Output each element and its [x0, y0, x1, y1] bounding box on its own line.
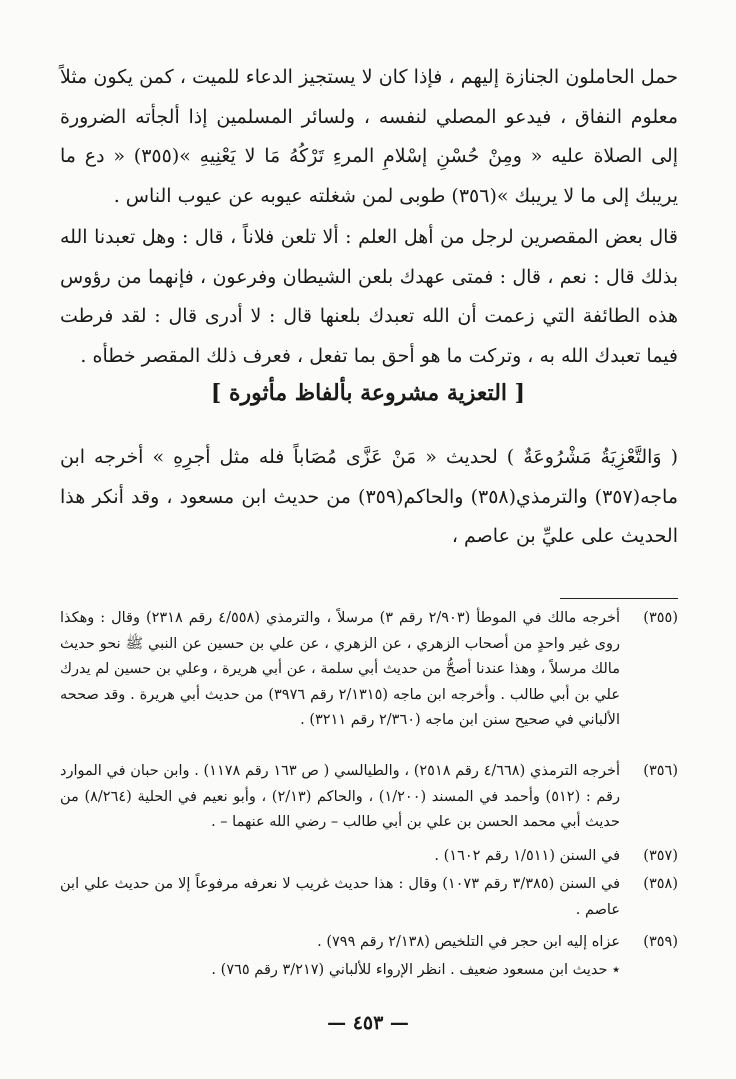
- footnote-text: في السنن (١/٥١١ رقم ١٦٠٢) .: [434, 848, 620, 864]
- footnote-note: ٭ حديث ابن مسعود ضعيف . انظر الإرواء للألباني (٣/٢١٧ رقم ٧٦٥) .: [211, 962, 620, 978]
- footnote-text: أخرجه الترمذي (٤/٦٦٨ رقم ٢٥١٨) ، والطيالسي ( ص ١٦٣ رقم ١١٧٨) . وابن حبان في الموارد رقم : (٥١٢) وأحمد في المسند (١/٢٠٠) ، والحاكم (٢/١٣) ، وأبو نعيم في الحلية (٨/٢٦٤) من حديث أبي محمد الحسن بن علي بن أبي طالب – رضي الله عنهما – .: [60, 763, 620, 830]
- paragraph-3: ( وَالتَّعْزِيَةُ مَشْرُوعَةٌ ) لحديث « مَنْ عَزَّى مُصَاباً فله مثل أجرِهِ » أخرجه ابن ماجه(٣٥٧) والترمذي(٣٥٨) والحاكم(٣٥٩) من حديث ابن مسعود ، وقد أنكر هذا الحديث على عليِّ بن عاصم ،: [60, 446, 678, 547]
- footnote-number: (٣٥٧): [643, 848, 678, 864]
- footnote-text: عزاه إليه ابن حجر في التلخيص (٢/١٣٨ رقم ٧٩٩) .: [317, 934, 620, 950]
- footnote-356: [60, 759, 678, 836]
- footnote-divider: [560, 598, 678, 599]
- footnote-355: [60, 606, 678, 734]
- footnote-357: [60, 844, 678, 870]
- section-heading: [ التعزية مشروعة بألفاظ مأثورة ]: [210, 380, 526, 406]
- footnote-358: [60, 872, 678, 923]
- footnote-text: في السنن (٣/٣٨٥ رقم ١٠٧٣) وقال : هذا حديث غريب لا نعرفه مرفوعاً إلا من حديث علي ابن عاصم .: [60, 876, 620, 918]
- page-number: — ٤٥٣ —: [327, 1012, 409, 1034]
- footnote-number: (٣٥٥): [643, 610, 678, 626]
- footnote-text: أخرجه مالك في الموطأ (٢/٩٠٣ رقم ٣) مرسلاً ، والترمذي (٤/٥٥٨ رقم ٢٣١٨) وقال : وهكذا روى غير واحدٍ من أصحاب الزهري ، عن الزهري ، عن علي بن حسين عن النبي ﷺ نحو حديث مالك مرسلاً ، وهذا عندنا أصحُّ من حديث أبي سلمة ، عن أبي هريرة ، وعلي بن حسين لم يدرك علي بن أبي طالب . وأخرجه ابن ماجه (٢/١٣١٥ رقم ٣٩٧٦) من حديث أبي هريرة . وقد صححه الألباني في صحيح سنن ابن ماجه (٢/٣٦٠ رقم ٣٢١١) .: [60, 610, 620, 728]
- paragraph-1: حمل الحاملون الجنازة إليهم ، فإذا كان لا يستجيز الدعاء للميت ، كمن يكون مثلاً معلوم النفاق ، فيدعو المصلي لنفسه ، ولسائر المسلمين إذا ألجأته الضرورة إلى الصلاة عليه « ومِنْ حُسْنِ إسْلامِ المرءِ تَرْكُهُ مَا لا يَعْنِيهِ »(٣٥٥) « دع ما يريبك إلى ما لا يريبك »(٣٥٦) طوبى لمن شغلته عيوبه عن عيوب الناس .: [60, 66, 678, 207]
- footnote-number: (٣٥٩): [643, 934, 678, 950]
- footnote-number: (٣٥٦): [643, 763, 678, 779]
- footnote-number: (٣٥٨): [643, 876, 678, 892]
- paragraph-2: قال بعض المقصرين لرجل من أهل العلم : ألا تلعن فلاناً ، قال : وهل تعبدنا الله بذلك قال : نعم ، قال : فمتى عهدك بلعن الشيطان وفرعون ، فإنهما من رؤوس هذه الطائفة التي زعمت أن الله تعبدك بلعنها قال : لا أدرى قال : لقد فرطت فيما تعبدك الله به ، وتركت ما هو أحق بما تفعل ، فعرف ذلك المقصر خطأه .: [60, 226, 678, 367]
- footnote-359: [60, 930, 678, 956]
